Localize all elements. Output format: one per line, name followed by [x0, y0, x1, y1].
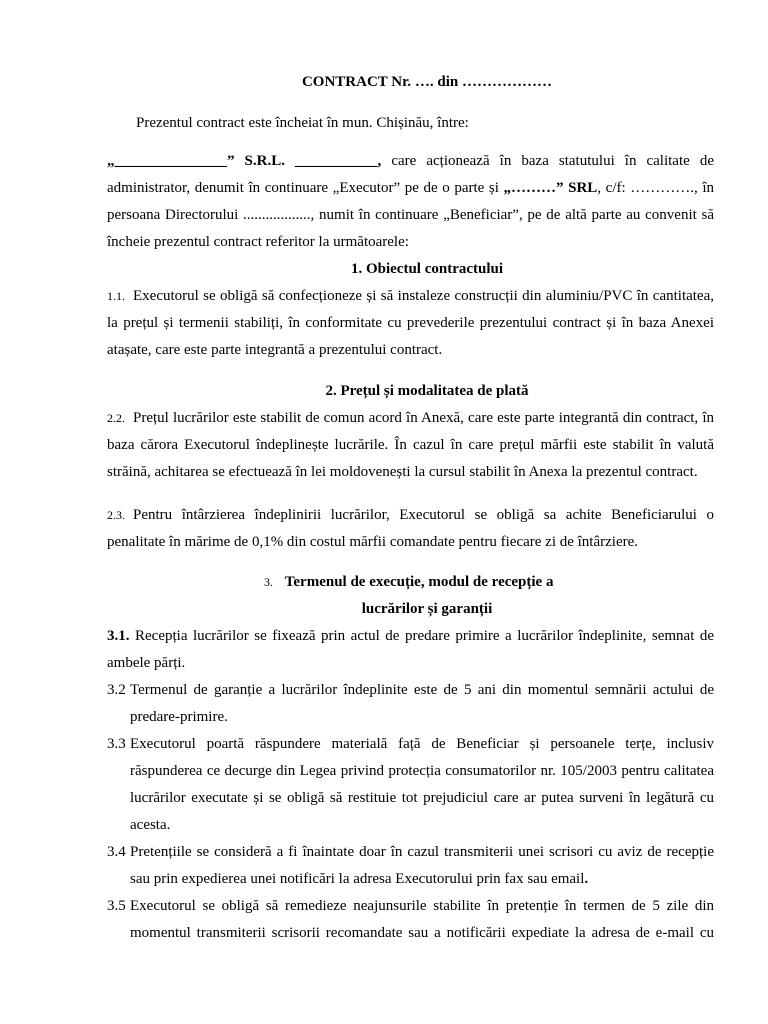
section-3-heading-line-1: 3. Termenul de execuție, modul de recepție a: [264, 574, 554, 590]
intro-text: Prezentul contract este încheiat în mun. Chișinău, între:: [136, 115, 469, 131]
clause-3-2-line-1: Termenul de garanție a lucrărilor îndeplinite este de 5 ani din momentul semnării actului de: [130, 682, 714, 698]
clause-1-1-line-1: 1.1. Executorul se obligă să confecționeze și să instaleze construcții din aluminiu/PVC în cantitatea,: [107, 288, 714, 304]
clause-1-1-line-3: atașate, care este parte integrantă a prezentului contract.: [107, 342, 443, 358]
parties-line-4: încheie prezentul contract referitor la următoarele:: [107, 234, 409, 250]
section-3-heading-line-2: lucrărilor și garanții: [361, 601, 493, 617]
clause-3-4-line-1: Pretențiile se consideră a fi înaintate doar în cazul transmiterii unei scrisori cu aviz de recepție: [130, 844, 714, 860]
clause-3-4-number: 3.4: [107, 844, 126, 860]
clause-3-5-line-1: Executorul se obligă să remedieze neajunsurile stabilite în pretenție în termen de 5 zile din: [130, 898, 714, 914]
parties-line-3: persoana Directorului .................., numit în continuare „Beneficiar”, pe de altă parte au convenit să: [107, 207, 715, 223]
clause-3-3-number: 3.3: [107, 736, 126, 752]
clause-3-3-line-1: Executorul poartă răspundere materială față de Beneficiar și persoanele terțe, inclusiv: [130, 736, 714, 752]
clause-3-3-line-2: răspunderea ce decurge din Legea privind protecția consumatorilor nr. 105/2003 pentru calitatea: [130, 763, 714, 779]
clause-2-2-line-2: baza cărora Executorul îndeplinește lucrările. În cazul în care prețul mărfii este stabilit în valută: [107, 437, 714, 453]
clause-3-2-number: 3.2: [107, 682, 126, 698]
section-1-heading: 1. Obiectul contractului: [350, 261, 504, 277]
clause-3-2-line-2: predare-primire.: [130, 709, 228, 725]
clause-2-3-line-1: 2.3. Pentru întârzierea îndeplinirii lucrărilor, Executorul se obligă sa achite Beneficiarului o: [107, 507, 714, 523]
section-2-heading: 2. Prețul și modalitatea de plată: [325, 383, 529, 399]
clause-1-1-line-2: la prețul și termenii stabiliți, în conformitate cu prevederile prezentului contract și în baza Anexei: [107, 315, 714, 331]
clause-3-5-number: 3.5: [107, 898, 126, 914]
clause-2-3-line-2: penalitate în mărime de 0,1% din costul mărfii comandate pentru fiecare zi de întârziere.: [107, 534, 639, 550]
clause-3-1-line-1: 3.1. Recepția lucrărilor se fixează prin actul de predare primire a lucrărilor îndeplinite, semnat de: [107, 628, 715, 644]
clause-3-4-line-2: sau prin expedierea unei notificări la adresa Executorului prin fax sau email.: [130, 871, 589, 887]
clause-2-2-line-1: 2.2. Prețul lucrărilor este stabilit de comun acord în Anexă, care este parte integrantă din contract, în: [107, 410, 714, 426]
parties-line-1: „_______________” S.R.L. ___________, care acționează în baza statutului în calitate de: [107, 153, 714, 169]
clause-2-2-line-3: străină, achitarea se efectuează în lei moldovenești la cursul stabilit în Anexa la prezentul contract.: [107, 464, 698, 480]
clause-3-5-line-2: momentul transmiterii scrisorii recomandate sau a notificării expediate la adresa de e-mail cu: [130, 925, 714, 941]
clause-3-1-line-2: ambele părți.: [107, 655, 186, 671]
parties-line-2: administrator, denumit în continuare „Executor” pe de o parte și „………” SRL, c/f: …………., în: [107, 180, 715, 196]
contract-title: CONTRACT Nr. …. din ………………: [301, 74, 553, 90]
clause-3-3-line-3: lucrărilor executate și se obligă să restituie tot prejudiciul care ar putea surveni în legătură cu: [130, 790, 714, 806]
clause-3-3-line-4: acesta.: [130, 817, 171, 833]
